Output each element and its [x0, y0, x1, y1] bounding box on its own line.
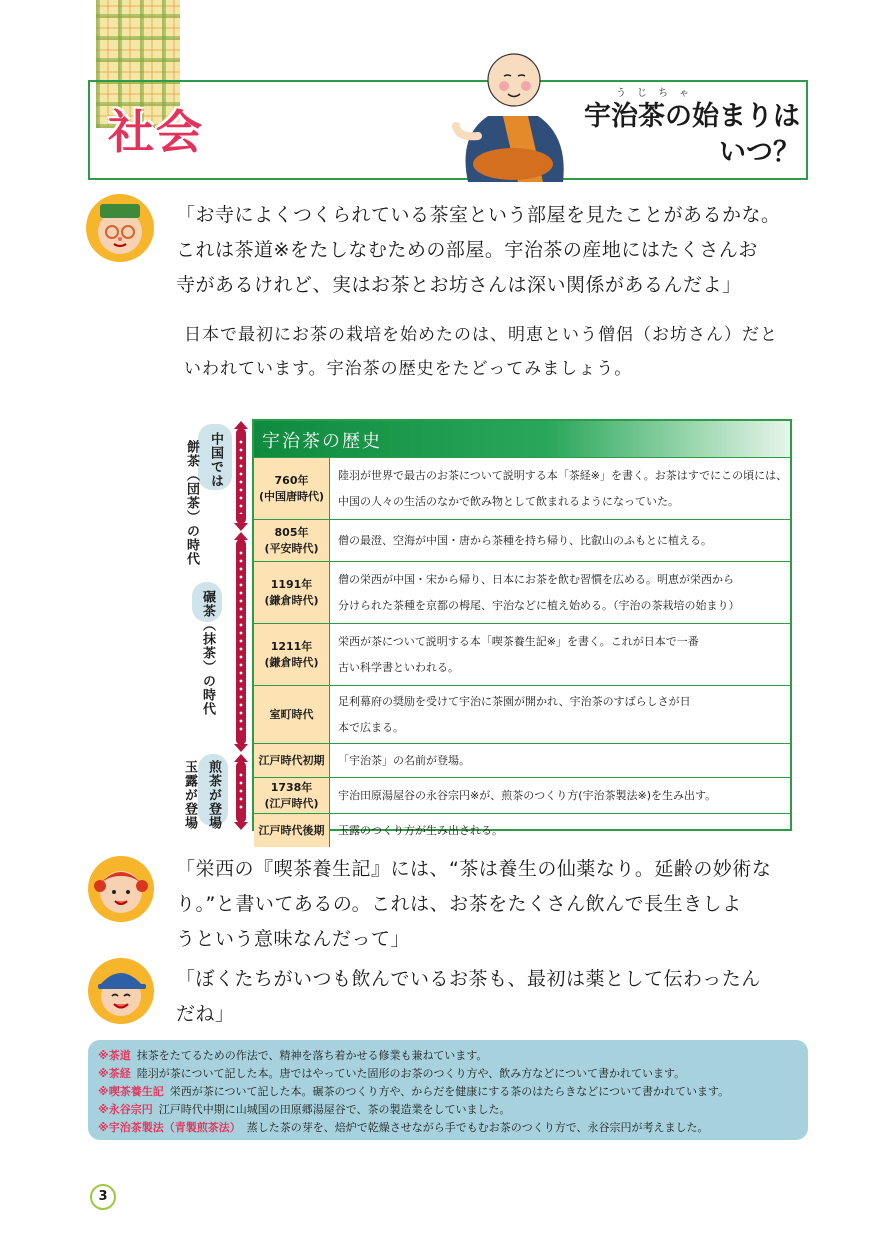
era-label-2: 碾茶（抹茶）の時代 [200, 590, 215, 716]
row-year: 805年 [274, 525, 309, 539]
row-date [254, 686, 330, 743]
era-bar-2 [236, 539, 246, 745]
row-era: (鎌倉時代) [264, 655, 319, 669]
era-arrow-down [234, 523, 248, 531]
table-row [254, 561, 790, 623]
row-era: (鎌倉時代) [264, 593, 319, 607]
row-text: 宇治田原湯屋谷の永谷宗円※が、煎茶のつくり方(宇治茶製法※)を生み出す。 [338, 788, 717, 802]
note-term: ※永谷宗円 [98, 1103, 153, 1116]
era-label-1a: 中国では [208, 432, 223, 488]
table-row [254, 813, 790, 847]
girl-line: 「栄西の『喫茶養生記』には、“茶は養生の仙薬なり。延齢の妙術な [176, 858, 772, 880]
boy-speech [176, 962, 761, 1032]
row-year: 1738年 [270, 780, 313, 794]
row-text: 本で広まる。 [338, 720, 404, 734]
era-label-1b: 餅茶（団茶）の時代 [184, 440, 199, 566]
table-row [254, 777, 790, 813]
note-text: 抹茶をたてるための作法で、精神を落ち着かせる修業も兼ねています。 [136, 1049, 488, 1062]
boy-line: だね」 [176, 1003, 235, 1025]
table-row [254, 743, 790, 777]
note-term: ※茶経 [98, 1067, 131, 1080]
era-label-3a: 煎茶が登場 [206, 760, 221, 830]
era-label-3b: 玉露が登場 [182, 760, 197, 830]
row-era: 室町時代 [269, 707, 314, 721]
row-date [254, 744, 330, 777]
body-line: 日本で最初にお茶の栽培を始めたのは、明恵という僧侶（お坊さん）だと [184, 325, 778, 345]
row-text: 栄西が茶について説明する本「喫茶養生記※」を書く。これが日本で一番 [338, 634, 699, 648]
note-item [98, 1065, 798, 1083]
boy-line: 「ぼくたちがいつも飲んでいるお茶も、最初は薬として伝わったん [176, 968, 761, 990]
table-row [254, 519, 790, 561]
row-date [254, 520, 330, 561]
note-item [98, 1047, 798, 1065]
era-arrow-down [234, 822, 248, 830]
history-table [252, 419, 792, 837]
note-text: 江戸時代中期に山城国の田原郷湯屋谷で、茶の製造業をしていました。 [158, 1103, 511, 1116]
row-date [254, 814, 330, 847]
row-text: 「宇治茶」の名前が登場。 [338, 753, 470, 767]
row-date [254, 778, 330, 813]
page-title [560, 84, 800, 171]
row-year: 1211年 [270, 639, 313, 653]
row-date [254, 562, 330, 623]
subject-label: 社会 [108, 105, 204, 159]
era-bar-1 [236, 428, 246, 524]
row-text: 陸羽が世界で最古のお茶について説明する本「茶経※」を書く。お茶はすでにこの頃には、 [338, 468, 788, 482]
table-row [254, 623, 790, 685]
boy-avatar [84, 192, 156, 264]
monk-illustration [448, 46, 578, 182]
title-line-2: いつ？ [719, 137, 800, 168]
row-era: (平安時代) [264, 541, 319, 555]
row-date [254, 458, 330, 519]
row-year: 760年 [274, 473, 309, 487]
row-year: 1191年 [270, 577, 313, 591]
note-text: 蒸した茶の芽を、焙炉で乾燥させながら手でもむお茶のつくり方で、永谷宗円が考えました。 [246, 1121, 709, 1134]
note-item [98, 1083, 798, 1101]
row-era: 江戸時代後期 [258, 823, 325, 837]
row-text: 僧の最澄、空海が中国・唐から茶種を持ち帰り、比叡山のふもとに植える。 [338, 533, 712, 547]
girl-speech [176, 852, 771, 957]
row-date [254, 624, 330, 685]
row-description [330, 520, 790, 561]
row-description [330, 562, 790, 623]
note-term: ※喫茶養生記 [98, 1085, 164, 1098]
note-term: ※茶道 [98, 1049, 131, 1062]
row-text: 古い科学書といわれる。 [338, 660, 459, 674]
girl-line: うという意味なんだって」 [176, 928, 411, 950]
boy-cap-avatar [86, 956, 156, 1026]
table-row [254, 457, 790, 519]
row-description [330, 624, 790, 685]
row-text: 中国の人々の生活のなかで飲み物として飲まれるようになっていた。 [338, 494, 679, 508]
body-paragraph [184, 318, 778, 386]
era-bar-3 [236, 761, 246, 823]
row-era: (江戸時代) [264, 796, 319, 810]
era-arrow-down [234, 744, 248, 752]
note-text: 陸羽が茶について記した本。唐ではやっていた固形のお茶のつくり方や、飲み方などについて書かれています。 [136, 1067, 686, 1080]
intro-line: これは茶道※をたしなむための部屋。宇治茶の産地にはたくさんお [176, 239, 758, 261]
note-item [98, 1119, 798, 1137]
row-text: 足利幕府の奨励を受けて宇治に茶園が開かれ、宇治茶のすばらしさが日 [338, 694, 691, 708]
glossary-notes [88, 1040, 808, 1140]
girl-line: り。”と書いてあるの。これは、お茶をたくさん飲んで長生きしよ [176, 893, 742, 915]
title-line-1: 宇治茶の始まりは [584, 101, 800, 132]
intro-line: 寺があるけれど、実はお茶とお坊さんは深い関係があるんだよ」 [176, 274, 742, 296]
note-term: ※宇治茶製法（青製煎茶法） [98, 1121, 241, 1134]
title-ruby: うじちゃ [616, 88, 700, 99]
row-text: 分けられた茶種を京都の栂尾、宇治などに植え始める。（宇治の茶栽培の始まり） [338, 598, 740, 612]
row-text: 玉露のつくり方が生み出される。 [338, 823, 503, 837]
intro-speech [176, 198, 781, 303]
page-number: 3 [90, 1184, 116, 1210]
body-line: いわれています。宇治茶の歴史をたどってみましょう。 [184, 359, 633, 379]
row-description [330, 814, 790, 847]
row-era: 江戸時代初期 [258, 753, 325, 767]
row-era: (中国唐時代) [258, 489, 325, 503]
row-description [330, 744, 790, 777]
row-description [330, 458, 795, 519]
row-text: 僧の栄西が中国・宋から帰り、日本にお茶を飲む習慣を広める。明恵が栄西から [338, 572, 734, 586]
intro-line: 「お寺によくつくられている茶室という部屋を見たことがあるかな。 [176, 204, 781, 226]
row-description [330, 686, 790, 743]
note-text: 栄西が茶について記した本。碾茶のつくり方や、からだを健康にする茶のはたらきなどについて書かれています。 [169, 1085, 730, 1098]
table-title: 宇治茶の歴史 [254, 421, 790, 457]
girl-avatar [86, 854, 156, 924]
row-description [330, 778, 790, 813]
table-row [254, 685, 790, 743]
note-item [98, 1101, 798, 1119]
